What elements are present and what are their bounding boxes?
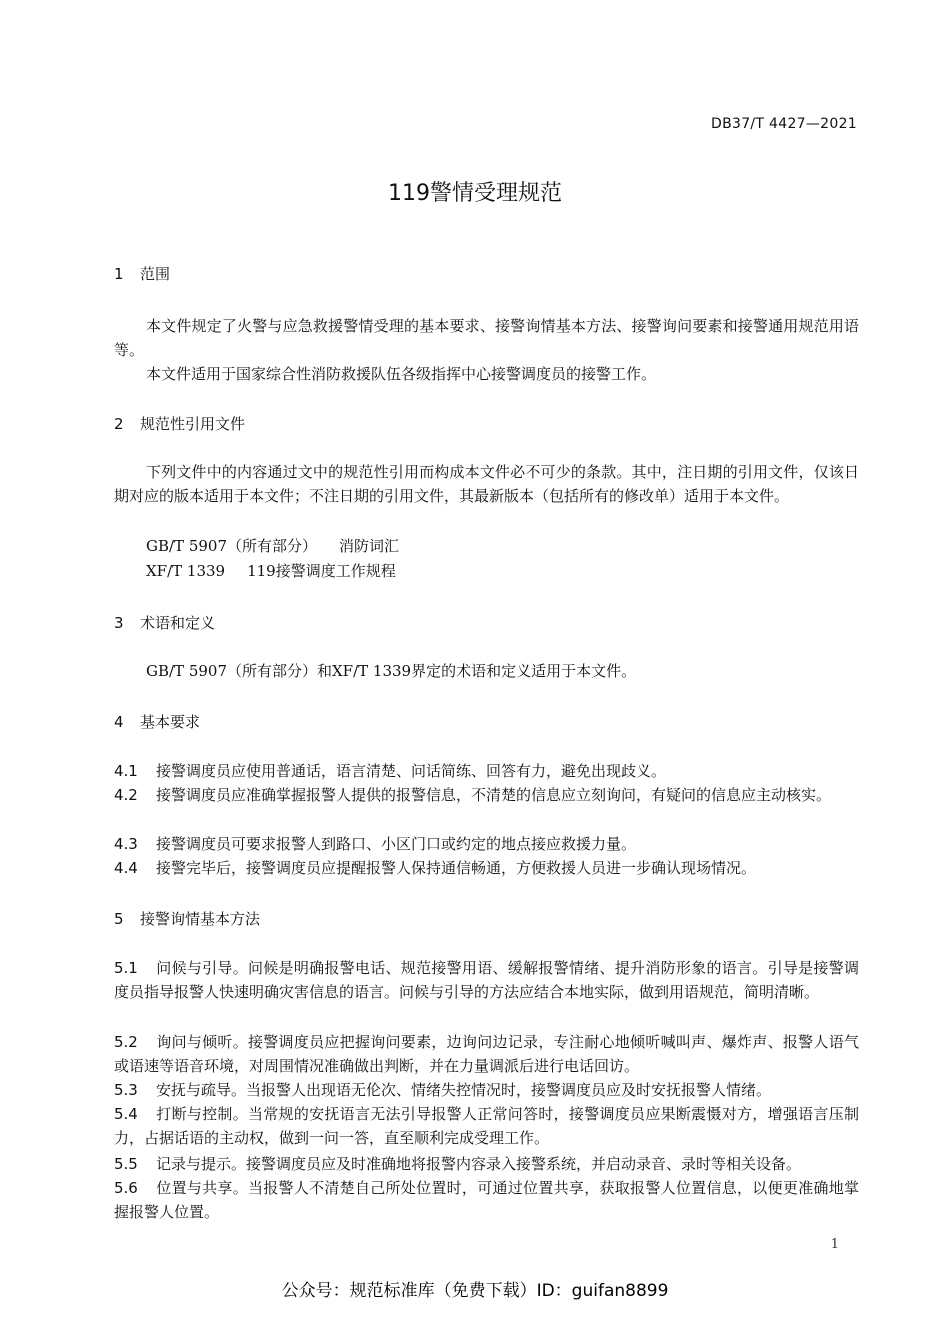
clause-text: 询问与倾听。接警调度员应把握询问要素，边询问边记录，专注耐心地倾听喊叫声、爆炸声、报警人语气或语速等语音环境，对周围情况准确做出判断，并在力量调派后进行电话回访。 (114, 1033, 859, 1075)
clause-number: 5.5 (114, 1155, 138, 1173)
clause (114, 956, 859, 1004)
clause (114, 1176, 859, 1224)
section-title: 术语和定义 (140, 614, 216, 632)
clause-number: 5.3 (114, 1081, 138, 1099)
clause-number: 4.3 (114, 835, 138, 853)
clause (114, 856, 859, 880)
section-number: 3 (114, 614, 124, 632)
paragraph: GB/T 5907（所有部分）和XF/T 1339界定的术语和定义适用于本文件。 (146, 662, 637, 680)
reference-entry (146, 560, 396, 581)
clause-text: 接警调度员可要求报警人到路口、小区门口或约定的地点接应救援力量。 (156, 835, 637, 853)
clause-text: 安抚与疏导。当报警人出现语无伦次、情绪失控情况时，接警调度员应及时安抚报警人情绪。 (156, 1081, 772, 1099)
page-number: 1 (830, 1237, 839, 1252)
clause-number: 5.4 (114, 1105, 138, 1123)
section-title: 基本要求 (140, 713, 201, 731)
document-title: 119警情受理规范 (388, 181, 562, 206)
clause (114, 832, 859, 856)
standard-code: DB37/T 4427—2021 (711, 116, 857, 132)
section-4-heading (114, 711, 200, 732)
section-title: 规范性引用文件 (140, 415, 246, 433)
clause-text: 打断与控制。当常规的安抚语言无法引导报警人正常问答时，接警调度员应果断震慑对方，增强语言压制力，占据话语的主动权，做到一问一答，直至顺利完成受理工作。 (114, 1105, 859, 1147)
clause-number: 5.2 (114, 1033, 138, 1051)
clause-text: 记录与提示。接警调度员应及时准确地将报警内容录入接警系统，并启动录音、录时等相关设备。 (156, 1155, 802, 1173)
clause-number: 4.1 (114, 762, 138, 780)
clause-number: 5.1 (114, 959, 138, 977)
section-number: 2 (114, 415, 124, 433)
clause (114, 1078, 859, 1102)
clause-number: 4.4 (114, 859, 138, 877)
section-number: 5 (114, 910, 124, 928)
clause-text: 位置与共享。当报警人不清楚自己所处位置时，可通过位置共享，获取报警人位置信息，以便更准确地掌握报警人位置。 (114, 1179, 859, 1221)
clause (114, 759, 859, 783)
section-5-heading (114, 908, 260, 929)
reference-code: GB/T 5907（所有部分） (146, 537, 318, 555)
section-1-heading (114, 263, 170, 284)
clause-text: 接警完毕后，接警调度员应提醒报警人保持通信畅通，方便救援人员进一步确认现场情况。 (156, 859, 757, 877)
section-title: 范围 (140, 265, 171, 283)
reference-title: 119接警调度工作规程 (247, 562, 396, 580)
section-number: 4 (114, 713, 124, 731)
section-3-heading (114, 612, 215, 633)
clause (114, 1102, 859, 1150)
reference-entry (146, 535, 399, 556)
footer-watermark: 公众号：规范标准库（免费下载）ID：guifan8899 (281, 1281, 669, 1301)
clause-text: 接警调度员应准确掌握报警人提供的报警信息，不清楚的信息应立刻询问，有疑问的信息应主动核实。 (156, 786, 832, 804)
reference-title: 消防词汇 (339, 537, 400, 555)
clause (114, 1152, 859, 1176)
section-title: 接警询情基本方法 (140, 910, 261, 928)
section-number: 1 (114, 265, 124, 283)
clause-text: 接警调度员应使用普通话，语言清楚、问话简练、回答有力，避免出现歧义。 (156, 762, 667, 780)
paragraph: 本文件规定了火警与应急救援警情受理的基本要求、接警询情基本方法、接警询问要素和接警通用规范用语等。 (114, 317, 859, 359)
section-2-heading (114, 413, 245, 434)
paragraph: 下列文件中的内容通过文中的规范性引用而构成本文件必不可少的条款。其中，注日期的引用文件，仅该日期对应的版本适用于本文件；不注日期的引用文件，其最新版本（包括所有的修改单）适用于本文件。 (114, 463, 859, 505)
clause (114, 1030, 859, 1078)
paragraph: 本文件适用于国家综合性消防救援队伍各级指挥中心接警调度员的接警工作。 (146, 365, 657, 383)
clause-number: 5.6 (114, 1179, 138, 1197)
clause (114, 783, 859, 807)
reference-code: XF/T 1339 (146, 562, 226, 580)
clause-number: 4.2 (114, 786, 138, 804)
clause-text: 问候与引导。问候是明确报警电话、规范接警用语、缓解报警情绪、提升消防形象的语言。引导是接警调度员指导报警人快速明确灾害信息的语言。问候与引导的方法应结合本地实际，做到用语规范，简明清晰。 (114, 959, 859, 1001)
